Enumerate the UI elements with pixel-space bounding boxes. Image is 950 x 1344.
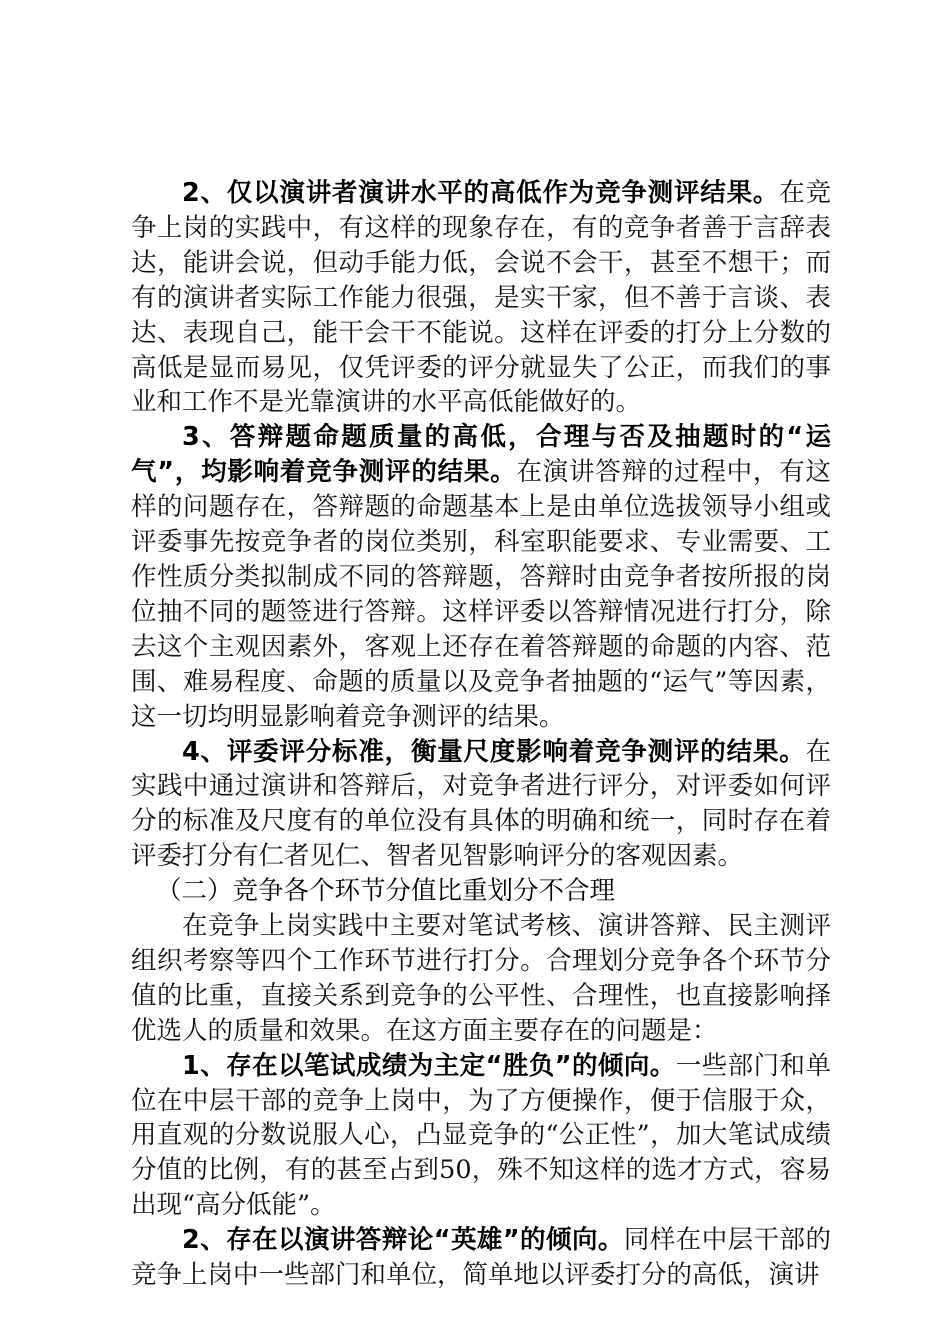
paragraph-lead: 2、存在以演讲答辩论“英雄”的倾向。 [182,1225,624,1256]
paragraph-lead: 2、仅以演讲者演讲水平的高低作为竞争测评结果。 [182,178,780,208]
section-heading: （二）竞争各个环节分值比重划分不合理 [156,876,616,907]
paragraph-lead: 1、存在以笔试成绩为主定“胜负”的倾向。 [182,1050,676,1081]
paragraph-body: 在演讲答辩的过程中，有这样的问题存在，答辩题的命题基本上是由单位选拔领导小组或评委事先按竞争者的岗位类别，科室职能要求、专业需要、工作性质分类拟制成不同的答辩题，答辩时由竞争者按所报的岗位抽不同的题签进行答辩。这样评委以答辩情况进行打分，除去这个主观因素外，客观上还存在着答辩题的命题的内容、范围、难易程度、命题的质量以及竞争者抽题的“运气”等因素，这一切均明显影响着竞争测评的结果。 [131,457,831,732]
paragraph-lead: 4、评委评分标准，衡量尺度影响着竞争测评的结果。 [182,736,806,767]
paragraph-body: 在实践中通过演讲和答辩后，对竞争者进行评分，对评委如何评分的标准及尺度有的单位没有具体的明确和统一，同时存在着评委打分有仁者见仁、智者见智影响评分的客观因素。 [131,736,831,872]
paragraph-question-quality [131,420,831,734]
paragraph-scoring-standard [131,735,831,875]
paragraph-body: 在竞争上岗的实践中，有这样的现象存在，有的竞争者善于言辞表达，能讲会说，但动手能力低，会说不会干，甚至不想干；而有的演讲者实际工作能力很强，是实干家，但不善于言谈、表达、表现自己，能干会干不能说。这样在评委的打分上分数的高低是显而易见，仅凭评委的评分就显失了公正，而我们的事业和工作不是光靠演讲的水平高低能做好的。 [131,178,831,418]
section-intro: 在竞争上岗实践中主要对笔试考核、演讲答辩、民主测评组织考察等四个工作环节进行打分。合理划分竞争各个环节分值的比重，直接关系到竞争的公平性、合理性，也直接影响择优选人的质量和效果。在这方面主要存在的问题是： [131,911,831,1046]
paragraph-body: 一些部门和单位在中层干部的竞争上岗中，为了方便操作，便于信服于众，用直观的分数说服人心，凸显竞争的“公正性”，加大笔试成绩分值的比例，有的甚至占到50，殊不知这样的选才方式，容易出现“高分低能”。 [131,1050,831,1221]
paragraph-body: 同样在中层干部的竞争上岗中一些部门和单位，简单地以评委打分的高低，演讲 [131,1225,831,1291]
paragraph-speech-level [131,176,831,420]
paragraph-speech-hero [131,1223,831,1293]
document-page [131,176,831,1293]
paragraph-lead: 3、答辩题命题质量的高低，合理与否及抽题时的“运气”，均影响着竞争测评的结果。 [131,422,831,488]
paragraph-written-exam [131,1049,831,1224]
